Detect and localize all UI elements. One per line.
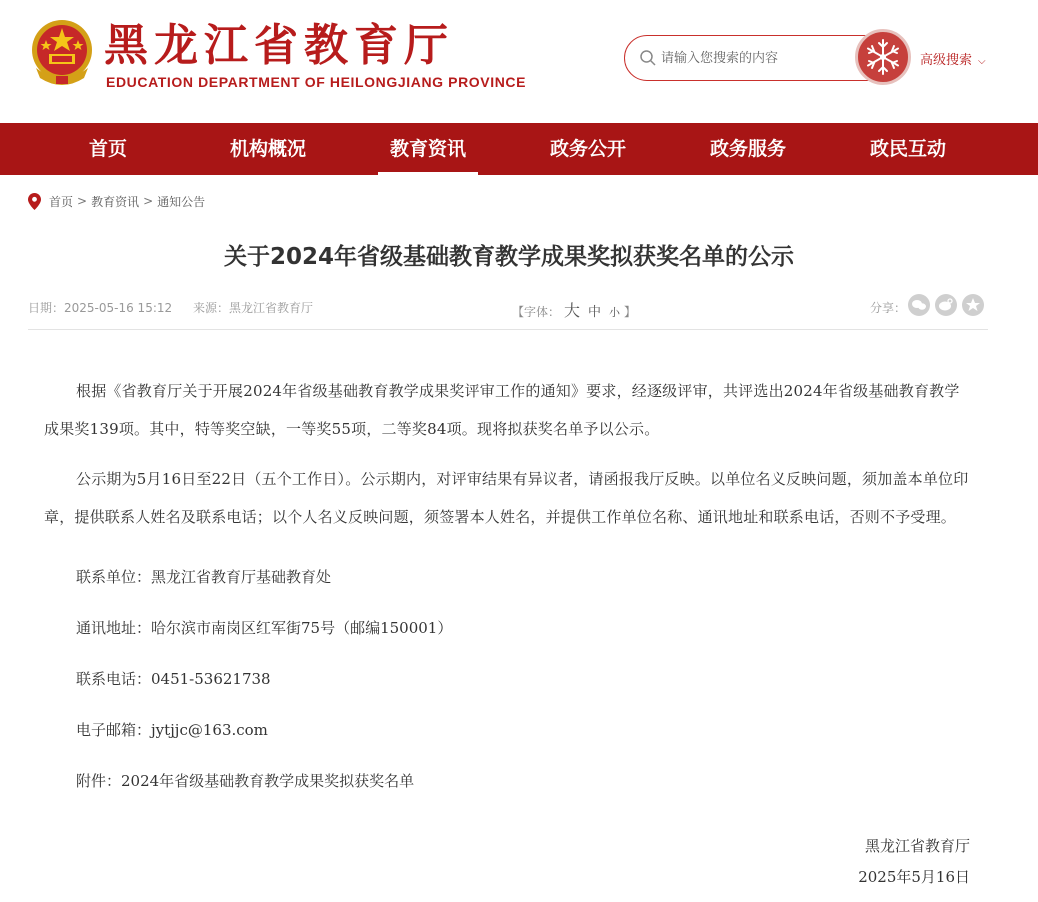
article-source: 来源：黑龙江省教育厅 xyxy=(193,301,314,315)
signature-organization: 黑龙江省教育厅 xyxy=(864,837,970,855)
site-subtitle: EDUCATION DEPARTMENT OF HEILONGJIANG PROVINCE xyxy=(106,74,527,90)
nav-item-home[interactable]: 首页 xyxy=(88,138,127,160)
weibo-icon[interactable] xyxy=(935,294,957,316)
advanced-search-label: 高级搜索 xyxy=(920,53,973,68)
contact-address: 通讯地址：哈尔滨市南岗区红军街75号（邮编150001） xyxy=(76,619,453,637)
font-size-label-end: 】 xyxy=(624,305,637,319)
location-pin-icon xyxy=(28,193,41,210)
share-label: 分享： xyxy=(870,301,907,315)
article-paragraph: 公示期为5月16日至22日（五个工作日）。公示期内，对评审结果有异议者，请函报我厅反映。以单位名义反映问题，须加盖本单位印章，提供联系人姓名及联系电话；以个人名义反映问题，须签署本人姓名，并提供工作单位名称、通讯地址和联系电话，否则不予受理。 xyxy=(44,470,969,526)
article-content xyxy=(44,372,974,819)
contact-email: 电子邮箱：jytjjc@163.com xyxy=(76,721,268,739)
meta-divider xyxy=(28,329,988,330)
national-emblem-icon[interactable] xyxy=(28,18,96,86)
article-paragraph: 根据《省教育厅关于开展2024年省级基础教育教学成果奖评审工作的通知》要求，经逐级评审，共评选出2024年省级基础教育教学成果奖139项。其中，特等奖空缺，一等奖55项，二等奖84项。现将拟获奖名单予以公示。 xyxy=(44,382,960,438)
attachment-link[interactable]: 附件：2024年省级基础教育教学成果奖拟获奖名单 xyxy=(76,772,415,790)
font-size-label: 【字体： xyxy=(512,305,561,319)
breadcrumb xyxy=(28,192,205,210)
contact-phone: 联系电话：0451-53621738 xyxy=(76,670,271,688)
nav-item-organization[interactable]: 机构概况 xyxy=(229,138,306,160)
nav-item-interaction[interactable]: 政民互动 xyxy=(869,138,946,160)
search-button[interactable] xyxy=(855,29,911,85)
breadcrumb-separator: > xyxy=(77,194,88,208)
advanced-search-link[interactable] xyxy=(920,49,986,68)
font-size-small-button[interactable]: 小 xyxy=(609,306,621,319)
font-size-medium-button[interactable]: 中 xyxy=(588,305,602,320)
article-title: 关于2024年省级基础教育教学成果奖拟获奖名单的公示 xyxy=(223,244,794,270)
font-size-switcher xyxy=(512,298,636,321)
qzone-icon[interactable] xyxy=(962,294,984,316)
breadcrumb-education-news[interactable]: 教育资讯 xyxy=(91,194,140,209)
breadcrumb-notices[interactable]: 通知公告 xyxy=(157,194,206,209)
wechat-icon[interactable] xyxy=(908,294,930,316)
snowflake-icon xyxy=(858,32,908,82)
nav-item-education-news[interactable]: 教育资讯 xyxy=(368,123,488,175)
site-title: 黑龙江省教育厅 xyxy=(104,20,454,71)
font-size-large-button[interactable]: 大 xyxy=(564,301,581,320)
nav-item-government-affairs[interactable]: 政务公开 xyxy=(549,138,626,160)
publish-date: 日期：2025-05-16 15:12 xyxy=(28,301,173,315)
search-icon xyxy=(639,49,657,67)
article-meta xyxy=(28,298,988,318)
breadcrumb-home[interactable]: 首页 xyxy=(49,194,74,209)
search-input[interactable] xyxy=(661,47,841,69)
chevron-down-icon: ⌵ xyxy=(978,56,986,67)
breadcrumb-separator: > xyxy=(143,194,154,208)
signature-date: 2025年5月16日 xyxy=(858,868,970,886)
contact-unit: 联系单位：黑龙江省教育厅基础教育处 xyxy=(76,568,332,586)
main-nav xyxy=(0,123,1038,175)
site-header xyxy=(0,0,1038,123)
nav-item-government-services[interactable]: 政务服务 xyxy=(709,138,786,160)
